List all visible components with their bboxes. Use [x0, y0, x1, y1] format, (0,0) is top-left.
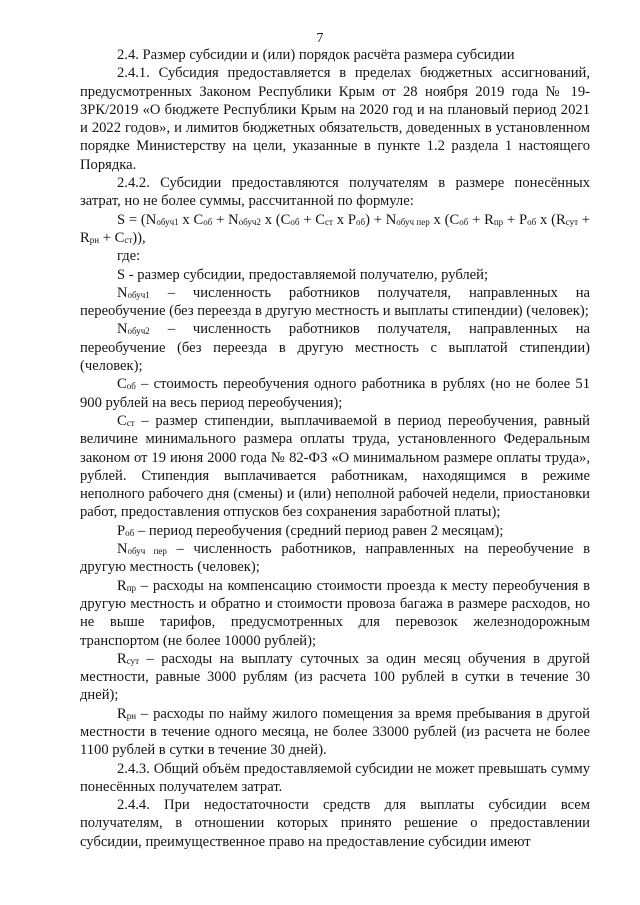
- definition-r-pr: $R_{пр}$ – расходы на компенсацию стоимости проезда к месту переобучения в другую местность и обратно и стоимости провоза багажа в размере расходов, но не выше тарифов, предусмотренных для перевозок железнодорожным транспортом (не более 10000 рублей);: [80, 577, 590, 649]
- document-body: [80, 46, 590, 851]
- definition-c-ob: $C_{об}$ – стоимость переобучения одного работника в рублях (но не более 51 900 рублей на весь период переобучения);: [80, 376, 590, 411]
- definition-n-obuch1: $N_{обуч1}$ – численность работников получателя, направленных на переобучение (без переезда в другую местность и выплаты стипендии) (человек);: [80, 284, 590, 320]
- paragraph-2-4-2: 2.4.2. Субсидии предоставляются получателям в размере понесённых затрат, но не более суммы, рассчитанной по формуле:: [80, 175, 590, 210]
- paragraph-2-4-4: 2.4.4. При недостаточности средств для выплаты субсидии всем получателям, в отношении которых принято решение о предоставлении субсидии, преимущественное право на предоставление субсидии имеют: [80, 797, 590, 850]
- definition-r-rn: $R_{рн}$ – расходы по найму жилого помещения за время пребывания в другой местности в течение одного месяца, не более 33000 рублей (из расчета не более 1100 рублей в сутки в течение 30 дней).: [80, 705, 590, 759]
- page-number: 7: [316, 31, 324, 46]
- definition-c-st: $C_{ст}$ – размер стипендии, выплачиваемой в период переобучения, равный величине минимального размера оплаты труда, установленного Федеральным законом от 19 июня 2000 года № 82-ФЗ «О минимальном размере оплаты труда», рублей. Стипендия выплачивается работникам, находящимся в режиме неполного рабочего дня (смены) и (или) неполной рабочей недели, приостановки работ, предоставления отпусков без сохранения заработной платы);: [80, 412, 590, 521]
- subsidy-formula: $S = (N_{обуч1}$ x $C_{об} + N_{обуч2}$ x ($C_{об} + C_{ст}$ x $P_{об}) + N_{обуч пер}$ x ($C_{об} + R_{пр} + P_{об}$ x $(R_{сут} + R_{рн} + C_{ст})$),: [80, 211, 591, 246]
- where-label: где:: [117, 248, 141, 265]
- paragraph-2-4-3: 2.4.3. Общий объём предоставляемой субсидии не может превышать сумму понесённых получателем затрат.: [80, 760, 590, 795]
- definition-s: S - размер субсидии, предоставляемой получателю, рублей;: [117, 266, 489, 283]
- section-heading: 2.4. Размер субсидии и (или) порядок расчёта размера субсидии: [117, 47, 515, 63]
- definition-p-ob: $P_{об}$ – период переобучения (средний период равен 2 месяцам);: [117, 522, 504, 539]
- definition-n-obuch2: $N_{обуч2}$ – численность работников получателя, направленных на переобучение (без переезда в другую местность с выплатой стипендии) (человек);: [80, 321, 590, 375]
- definition-n-obuch-per: $N_{обуч пер}$ – численность работников, направленных на переобучение в другую местность (человек);: [80, 541, 590, 576]
- paragraph-2-4-1: 2.4.1. Субсидия предоставляется в пределах бюджетных ассигнований, предусмотренных Законом Республики Крым от 28 ноября 2019 года № 19-ЗРК/2019 «О бюджете Республики Крым на 2020 год и на плановый период 2021 и 2022 годов», и лимитов бюджетных обязательств, доведенных в установленном порядке Министерству на цели, указанные в пункте 1.2 раздела 1 настоящего Порядка.: [80, 65, 590, 173]
- definition-r-sut: $R_{сут}$ – расходы на выплату суточных за один месяц обучения в другой местности, равные 3000 рублям (из расчета 100 рублей в сутки в течение 30 дней);: [80, 650, 590, 704]
